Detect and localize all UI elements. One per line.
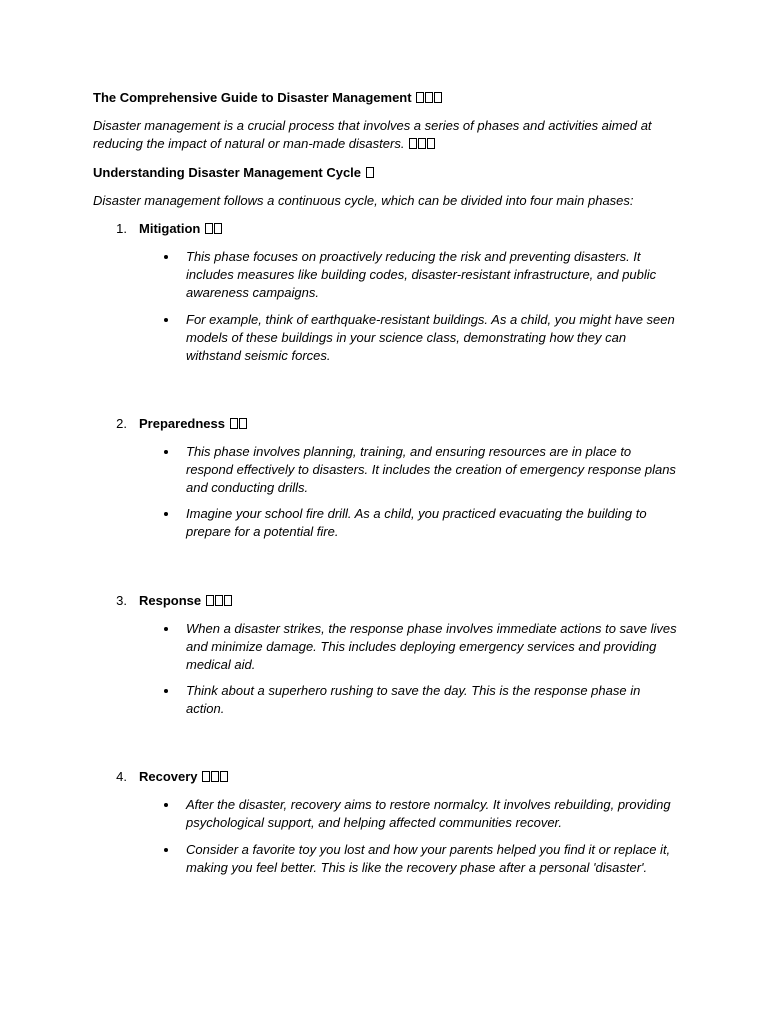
bullet-icon xyxy=(164,318,168,322)
emoji-placeholder-icon xyxy=(201,769,228,784)
phase-name: Response xyxy=(139,593,202,608)
list-item: For example, think of earthquake-resistant buildings. As a child, you might have seen models of these buildings in your science class, demonstrating how they can withstand seismic forces. xyxy=(186,312,675,363)
bullet-icon xyxy=(164,255,168,259)
missing-glyph-icon xyxy=(425,92,433,103)
missing-glyph-icon xyxy=(366,167,374,178)
emoji-placeholder-icon xyxy=(415,90,442,105)
bullet-icon xyxy=(164,689,168,693)
phase-name: Preparedness xyxy=(139,416,225,431)
lead-paragraph: Disaster management follows a continuous cycle, which can be divided into four main phases: xyxy=(93,193,634,208)
missing-glyph-icon xyxy=(427,138,435,149)
list-item: After the disaster, recovery aims to restore normalcy. It involves rebuilding, providing psychological support, and helping affected communities recover. xyxy=(186,797,671,830)
phase-name: Recovery xyxy=(139,769,198,784)
emoji-placeholder-icon xyxy=(408,136,435,151)
phase-heading-mitigation xyxy=(139,220,222,238)
emoji-placeholder-icon xyxy=(205,593,232,608)
missing-glyph-icon xyxy=(230,418,238,429)
bullet-icon xyxy=(164,627,168,631)
bullet-icon xyxy=(164,848,168,852)
phase-number: 1. xyxy=(116,221,127,236)
missing-glyph-icon xyxy=(220,771,228,782)
missing-glyph-icon xyxy=(214,223,222,234)
list-item: When a disaster strikes, the response phase involves immediate actions to save lives and minimize damage. This includes deploying emergency services and providing medical aid. xyxy=(186,621,677,672)
phase-heading-preparedness xyxy=(139,415,247,433)
phase-heading-response xyxy=(139,592,232,610)
document-title xyxy=(93,89,442,107)
document-title-text: The Comprehensive Guide to Disaster Management xyxy=(93,90,412,105)
missing-glyph-icon xyxy=(434,92,442,103)
intro-paragraph xyxy=(93,117,693,153)
phase-number: 2. xyxy=(116,416,127,431)
list-item: This phase focuses on proactively reducing the risk and preventing disasters. It includes measures like building codes, disaster-resistant infrastructure, and public awareness campaigns. xyxy=(186,249,657,300)
list-item: Consider a favorite toy you lost and how your parents helped you find it or replace it, making you feel better. This is like the recovery phase after a personal 'disaster'. xyxy=(186,842,671,875)
intro-text: Disaster management is a crucial process that involves a series of phases and activities aimed at reducing the impact of natural or man-made disasters. xyxy=(93,118,652,151)
missing-glyph-icon xyxy=(239,418,247,429)
phase-heading-recovery xyxy=(139,768,228,786)
missing-glyph-icon xyxy=(416,92,424,103)
emoji-placeholder-icon xyxy=(204,221,222,236)
missing-glyph-icon xyxy=(215,595,223,606)
missing-glyph-icon xyxy=(418,138,426,149)
section-heading xyxy=(93,164,374,182)
bullet-icon xyxy=(164,450,168,454)
phase-name: Mitigation xyxy=(139,221,201,236)
missing-glyph-icon xyxy=(224,595,232,606)
missing-glyph-icon xyxy=(409,138,417,149)
emoji-placeholder-icon xyxy=(229,416,247,431)
bullet-icon xyxy=(164,803,168,807)
phase-number: 4. xyxy=(116,769,127,784)
missing-glyph-icon xyxy=(205,223,213,234)
missing-glyph-icon xyxy=(206,595,214,606)
bullet-icon xyxy=(164,512,168,516)
list-item: Imagine your school fire drill. As a child, you practiced evacuating the building to prepare for a potential fire. xyxy=(186,506,647,539)
missing-glyph-icon xyxy=(211,771,219,782)
phase-number: 3. xyxy=(116,593,127,608)
missing-glyph-icon xyxy=(202,771,210,782)
list-item: This phase involves planning, training, and ensuring resources are in place to respond effectively to disasters. It includes the creation of emergency response plans and conducting drills. xyxy=(186,444,676,495)
section-heading-text: Understanding Disaster Management Cycle xyxy=(93,165,362,180)
emoji-placeholder-icon xyxy=(365,165,374,180)
list-item: Think about a superhero rushing to save the day. This is the response phase in action. xyxy=(186,683,641,716)
